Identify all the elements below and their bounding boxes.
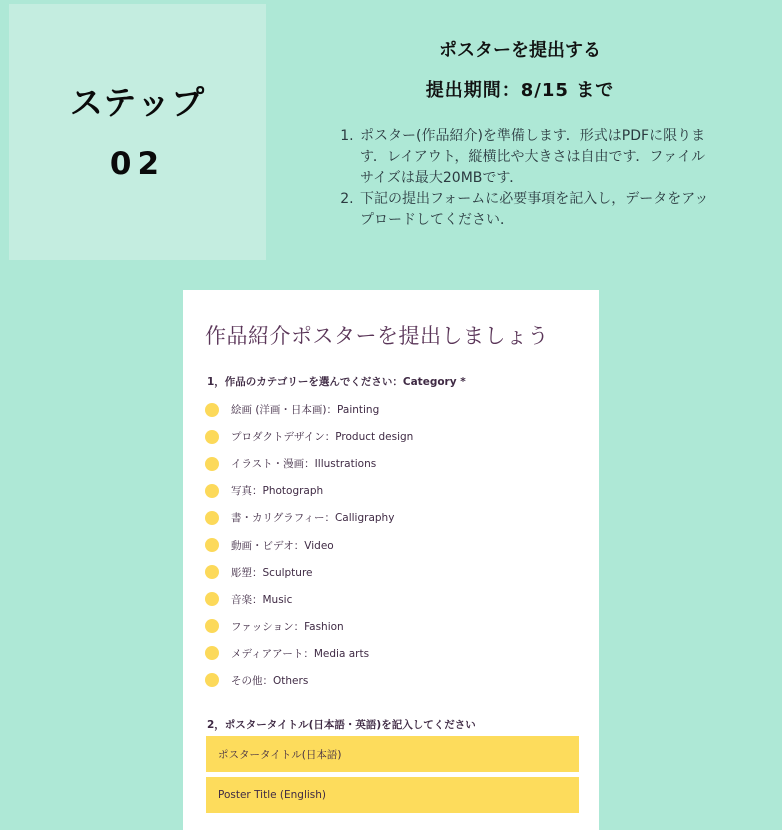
instructions-list [330, 126, 710, 231]
category-option-media-arts[interactable] [205, 640, 585, 667]
intro-title: ポスターを提出する [439, 40, 601, 61]
radio-button[interactable] [205, 565, 219, 579]
radio-button[interactable] [205, 538, 219, 552]
step-panel [9, 4, 266, 260]
option-label: イラスト・漫画：Illustrations [231, 458, 377, 471]
category-option-music[interactable] [205, 586, 585, 613]
category-option-fashion[interactable] [205, 613, 585, 640]
option-label: 絵画 (洋画・日本画)：Painting [231, 404, 380, 417]
category-option-sculpture[interactable] [205, 559, 585, 586]
radio-button[interactable] [205, 646, 219, 660]
category-option-others[interactable] [205, 667, 585, 694]
option-label: 彫塑：Sculpture [231, 566, 313, 579]
category-question-label: 1，作品のカテゴリーを選んでください：Category * [207, 376, 466, 388]
poster-submission-form [183, 290, 599, 830]
option-label: ファッション：Fashion [231, 620, 344, 633]
option-label: 写真：Photograph [231, 485, 324, 498]
category-option-illustrations[interactable] [205, 450, 585, 477]
form-title: 作品紹介ポスターを提出しましょう [205, 324, 549, 348]
option-label: 動画・ビデオ：Video [231, 539, 334, 552]
radio-button[interactable] [205, 457, 219, 471]
category-option-photograph[interactable] [205, 477, 585, 504]
step-number: 02 [109, 145, 166, 182]
category-option-video[interactable] [205, 531, 585, 558]
instruction-item: 2. 下記の提出フォームに必要事項を記入し，データをアップロードしてください． [358, 189, 710, 231]
radio-button[interactable] [205, 484, 219, 498]
step-label: ステップ [69, 82, 206, 122]
category-option-calligraphy[interactable] [205, 504, 585, 531]
option-label: その他：Others [231, 674, 309, 687]
title-question-label: 2，ポスタータイトル(日本語・英語)を記入してください [207, 719, 476, 731]
poster-title-jp-input[interactable]: ポスタータイトル(日本語) [206, 736, 579, 772]
option-label: メディアアート：Media arts [231, 647, 370, 660]
option-label: プロダクトデザイン：Product design [231, 431, 414, 444]
radio-button[interactable] [205, 403, 219, 417]
category-options [205, 396, 585, 694]
category-option-product-design[interactable] [205, 423, 585, 450]
poster-title-en-input[interactable]: Poster Title (English) [206, 777, 579, 813]
option-label: 書・カリグラフィー：Calligraphy [231, 512, 395, 525]
radio-button[interactable] [205, 619, 219, 633]
option-label: 音楽：Music [231, 593, 293, 606]
radio-button[interactable] [205, 430, 219, 444]
deadline-text: 提出期間：8/15 まで [425, 80, 615, 101]
instruction-item: 1. ポスター(作品紹介)を準備します．形式はPDFに限ります．レイアウト，縦横比や大きさは自由です．ファイルサイズは最大20MBです． [358, 126, 710, 189]
radio-button[interactable] [205, 511, 219, 525]
radio-button[interactable] [205, 592, 219, 606]
radio-button[interactable] [205, 673, 219, 687]
intro-section [330, 36, 710, 231]
category-option-painting[interactable] [205, 396, 585, 423]
